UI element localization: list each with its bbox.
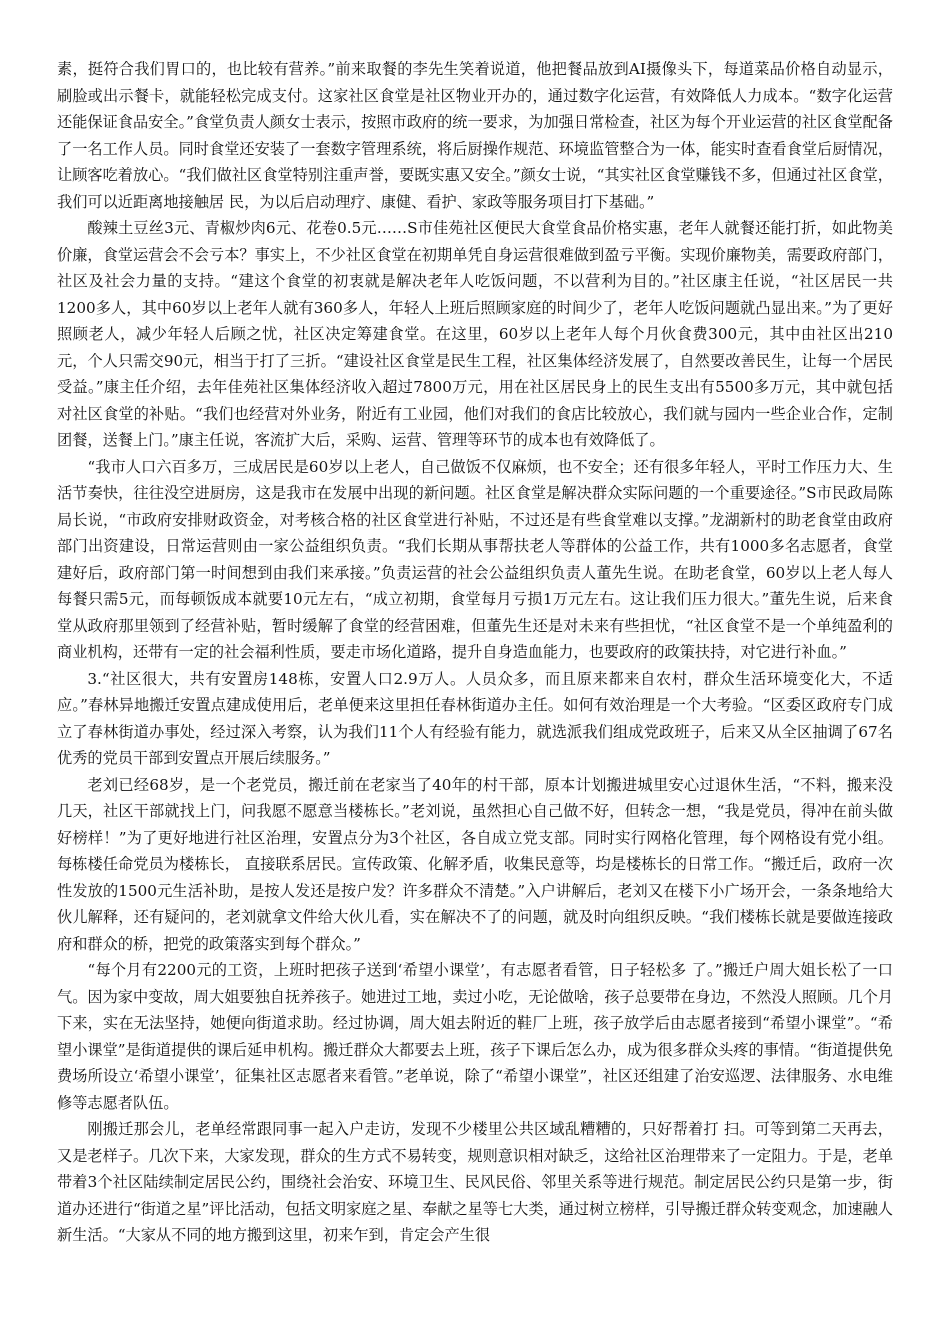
paragraph-civil-affairs: “我市人口六百多万，三成居民是60岁以上老人，自己做饭不仅麻烦，也不安全；还有很多年轻人，平时工作压力大、生活节奏快，往往没空进厨房，这是我市在发展中出现的新问题。社区食堂是解决群众实际问题的一个重要途径。”S市民政局陈局长说，“市政府安排财政资金，对考核合格的社区食堂进行补贴，不过还是有些食堂难以支撑。”龙湖新村的助老食堂由政府部门出资建设，日常运营则由一家公益组织负责。“我们长期从事帮扶老人等群体的公益工作，共有1000多名志愿者，食堂建好后，政府部门第一时间想到由我们来承接。”负责运营的社会公益组织负责人董先生说。在助老食堂，60岁以上老人每人每餐只需5元，而每顿饭成本就要10元左右，“成立初期，食堂每月亏损1万元左右。这让我们压力很大。”董先生说，后来食堂从政府那里领到了经营补贴，暂时缓解了食堂的经营困难，但董先生还是对未来有些担忧，“社区食堂不是一个单纯盈利的商业机构，还带有一定的社会福利性质，要走市场化道路，提升自身造血能力，也要政府的政策扶持，对它进行补血。” <box>57 457 893 661</box>
document-page <box>57 56 893 1249</box>
paragraph-canteen-prices: 酸辣土豆丝3元、青椒炒肉6元、花卷0.5元……S市佳苑社区便民大食堂食品价格实惠，老年人就餐还能打折，如此物美价廉，食堂运营会不会亏本？事实上，不少社区食堂在初期单凭自身运营很难做到盈亏平衡。实现价廉物美，需要政府部门，社区及社会力量的支持。“建这个食堂的初衷就是解决老年人吃饭问题，不以营利为目的。”社区康主任说，“社区居民一共1200多人，其中60岁以上老年人就有360多人，年轻人上班后照顾家庭的时间少了，老年人吃饭问题就凸显出来。”为了更好照顾老人，减少年轻人后顾之忧，社区决定筹建食堂。在这里，60岁以上老年人每个月伙食费300元，其中由社区出210元，个人只需交90元，相当于打了三折。“建设社区食堂是民生工程，社区集体经济发展了，自然要改善民生，让每一个居民受益。”康主任介绍，去年佳苑社区集体经济收入超过7800万元，用在社区居民身上的民生支出有5500多万元，其中就包括对社区食堂的补贴。“我们也经营对外业务，附近有工业园，他们对我们的食店比较放心，我们就与园内一些企业合作，定制团餐，送餐上门。”康主任说，客流扩大后，采购、运营、管理等环节的成本也有效降低了。 <box>57 219 893 449</box>
paragraph-resettlement: 3.“社区很大，共有安置房148栋，安置人口2.9万人。人员众多，而且原来都来自农村，群众生活环境变化大，不适应。”春林异地搬迁安置点建成使用后，老单便来这里担任春林街道办主任。如何有效治理是一个大考验。“区委区政府专门成立了春林街道办事处，经过深入考察，认为我们11个人有经验有能力，就选派我们组成党政班子，后来又从全区抽调了67名优秀的党员干部到安置点开展后续服务。” <box>57 669 893 767</box>
paragraph-continuation: 素，挺符合我们胃口的，也比较有营养。”前来取餐的李先生笑着说道，他把餐品放到AI摄像头下，每道菜品价格自动显示，刷脸或出示餐卡，就能轻松完成支付。这家社区食堂是社区物业开办的，通过数字化运营，有效降低人力成本。“数字化运营还能保证食品安全。”食堂负责人颜女士表示，按照市政府的统一要求，为加强日常检查，社区为每个开业运营的社区食堂配备了一名工作人员。同时食堂还安装了一套数字管理系统，将后厨操作规范、环境监管整合为一体，能实时查看食堂后厨情况，让顾客吃着放心。“我们做社区食堂特别注重声誉，要既实惠又安全。”颜女士说，“其实社区食堂赚钱不多，但通过社区食堂，我们可以近距离地接触居 民，为以后启动理疗、康健、看护、家政等服务项目打下基础。” <box>57 60 893 211</box>
paragraph-lao-liu: 老刘已经68岁，是一个老党员，搬迁前在老家当了40年的村干部，原本计划搬进城里安心过退休生活，“不料，搬来没几天，社区干部就找上门，问我愿不愿意当楼栋长。”老刘说，虽然担心自己做不好，但转念一想，“我是党员，得冲在前头做好榜样！”为了更好地进行社区治理，安置点分为3个社区，各自成立党支部。同时实行网格化管理，每个网格设有党小组。每栋楼任命党员为楼栋长， 直接联系居民。宣传政策、化解矛盾，收集民意等，均是楼栋长的日常工作。“搬迁后，政府一次性发放的1500元生活补助，是按人发还是按户发？许多群众不清楚。”入户讲解后，老刘又在楼下小广场开会，一条条地给大伙儿解释，还有疑问的，老刘就拿文件给大伙儿看，实在解决不了的问题，就及时向组织反映。“我们楼栋长就是要做连接政府和群众的桥，把党的政策落实到每个群众。” <box>57 775 893 953</box>
paragraph-residents-pact: 刚搬迁那会儿，老单经常跟同事一起入户走访，发现不少楼里公共区域乱糟糟的，只好帮着打 扫。可等到第二天再去，又是老样子。几次下来，大家发现，群众的生方式不易转变，规则意识相对缺乏，这给社区治理带来了一定阻力。于是，老单带着3个社区陆续制定居民公约，围绕社会治安、环境卫生、民风民俗、邻里关系等进行规范。制定居民公约只是第一步，街道办还进行“街道之星”评比活动，包括文明家庭之星、奉献之星等七大类，通过树立榜样，引导搬迁群众转变观念，加速融人新生活。“大家从不同的地方搬到这里，初来乍到，肯定会产生很 <box>57 1120 893 1244</box>
paragraph-zhou-dajie: “每个月有2200元的工资，上班时把孩子送到‘希望小课堂’，有志愿者看管，日子轻松多 了。”搬迁户周大姐长松了一口气。因为家中变故，周大姐要独自抚养孩子。她进过工地，卖过小吃，无论做啥，孩子总要带在身边，不然没人照顾。几个月下来，实在无法坚持，她便向街道求助。经过协调，周大姐去附近的鞋厂上班，孩子放学后由志愿者接到“希望小课堂”。“希望小课堂”是街道提供的课后延申机构。搬迁群众大都要去上班，孩子下课后怎么办，成为很多群众头疼的事情。“街道提供免费场所设立‘希望小课堂’，征集社区志愿者来看管。”老单说，除了“希望小课堂”，社区还组建了治安巡逻、法律服务、水电维修等志愿者队伍。 <box>57 961 893 1112</box>
